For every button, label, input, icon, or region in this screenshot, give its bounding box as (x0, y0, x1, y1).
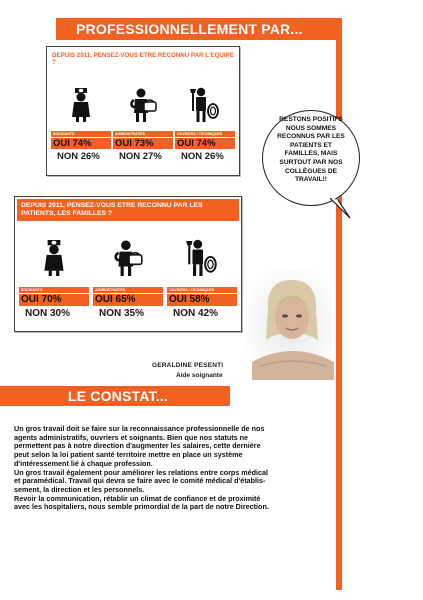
bubble-line: PATIENTS ET (290, 141, 332, 149)
portrait-photo (246, 270, 336, 380)
survey-patients-col-administratifs (93, 237, 163, 320)
survey-patients-columns (19, 237, 237, 320)
body-line: Revoir la communication, rétablir un climat de confiance et de proximité (14, 493, 261, 503)
non-value: NON 26% (57, 151, 100, 162)
oui-value: OUI 73% (113, 138, 173, 149)
category-label: SOIGNANTS (19, 287, 89, 293)
non-value: NON 42% (173, 308, 219, 319)
body-line: et paramédical. Travail qui devra se faire avec le comité médical d'établis- (14, 476, 266, 486)
body-line: permettent pas à notre direction d'augmenter les salaires, cette dernière (14, 441, 261, 451)
non-value: NON 35% (99, 308, 145, 319)
non-value: NON 26% (181, 151, 224, 162)
oui-value: OUI 65% (93, 294, 163, 306)
survey-team-col-ouvriers (175, 87, 235, 163)
body-line: d'intéressement lié à chaque profession. (14, 458, 153, 468)
bubble-line: RESTONS POSITIFS (279, 116, 343, 123)
survey-patients-col-soignants (19, 237, 89, 320)
header-banner: PROFESSIONNELLEMENT PAR... (56, 18, 336, 40)
body-line: peut selon la loi patient santé territoire mettre en place un système (14, 450, 243, 460)
phone-worker-icon (110, 237, 146, 279)
body-line: Un gros travail également pour améliorer les relations entre corps médical (14, 467, 269, 477)
oui-value: OUI 58% (167, 294, 237, 306)
body-line: avec les hospitaliers, nous semble primordial de la part de notre Direction. (14, 502, 269, 512)
survey-team-col-soignants (51, 87, 111, 163)
category-label: OUVRIERS / TECHNIQUES (167, 287, 237, 293)
survey-patients-col-ouvriers (167, 237, 237, 320)
bubble-line: NOUS SOMMES (285, 124, 337, 132)
oui-value: OUI 74% (175, 138, 235, 149)
category-label: ADMINISTRATIFS (93, 287, 163, 293)
survey-team-columns (51, 87, 235, 163)
bubble-line: SURTOUT PAR NOS (279, 158, 343, 166)
nurse-icon (36, 237, 72, 279)
non-value: NON 30% (25, 308, 71, 319)
oui-value: OUI 74% (51, 138, 111, 149)
technician-icon (184, 237, 220, 279)
survey-patients-question: DEPUIS 2011, PENSEZ-VOUS ETRE RECONNU PAR LES PATIENTS, LES FAMILLES ? (17, 199, 239, 221)
body-paragraphs (14, 425, 344, 512)
bubble-line: FAMILLES, MAIS (284, 150, 338, 158)
technician-icon (188, 87, 222, 123)
body-line: Un gros travail doit se faire sur la reconnaissance professionnelle de nos (14, 424, 265, 433)
oui-value: OUI 70% (19, 294, 89, 306)
nurse-icon (64, 87, 98, 123)
category-label: SOIGNANTS (51, 131, 111, 137)
signature-role: Aide soignante (176, 372, 223, 379)
survey-team-question: DEPUIS 2011, PENSEZ-VOUS ETRE RECONNU PAR L'EQUIPE ? (52, 52, 234, 66)
speech-bubble-text (264, 116, 358, 185)
survey-patients-panel (14, 196, 242, 332)
non-value: NON 27% (119, 151, 162, 162)
section-banner: LE CONSTAT... (0, 386, 230, 406)
survey-team-col-administratifs (113, 87, 173, 163)
bubble-line: TRAVAIL!! (295, 176, 327, 184)
bubble-line: COLLÈGUES DE (284, 167, 338, 175)
signature-name: GERALDINE PESENTI (152, 362, 224, 369)
body-line: agents administratifs, ouvriers et soignants. Bien que nos statuts ne (14, 432, 249, 442)
bubble-line: RECONNUS PAR LES (277, 133, 345, 141)
phone-worker-icon (126, 87, 160, 123)
category-label: ADMINISTRATIFS (113, 131, 173, 137)
speech-bubble-tail (330, 198, 352, 220)
survey-team-panel (46, 46, 240, 176)
body-line: sement, la direction et les personnels. (14, 484, 145, 494)
category-label: OUVRIERS / TECHNIQUES (175, 131, 235, 137)
